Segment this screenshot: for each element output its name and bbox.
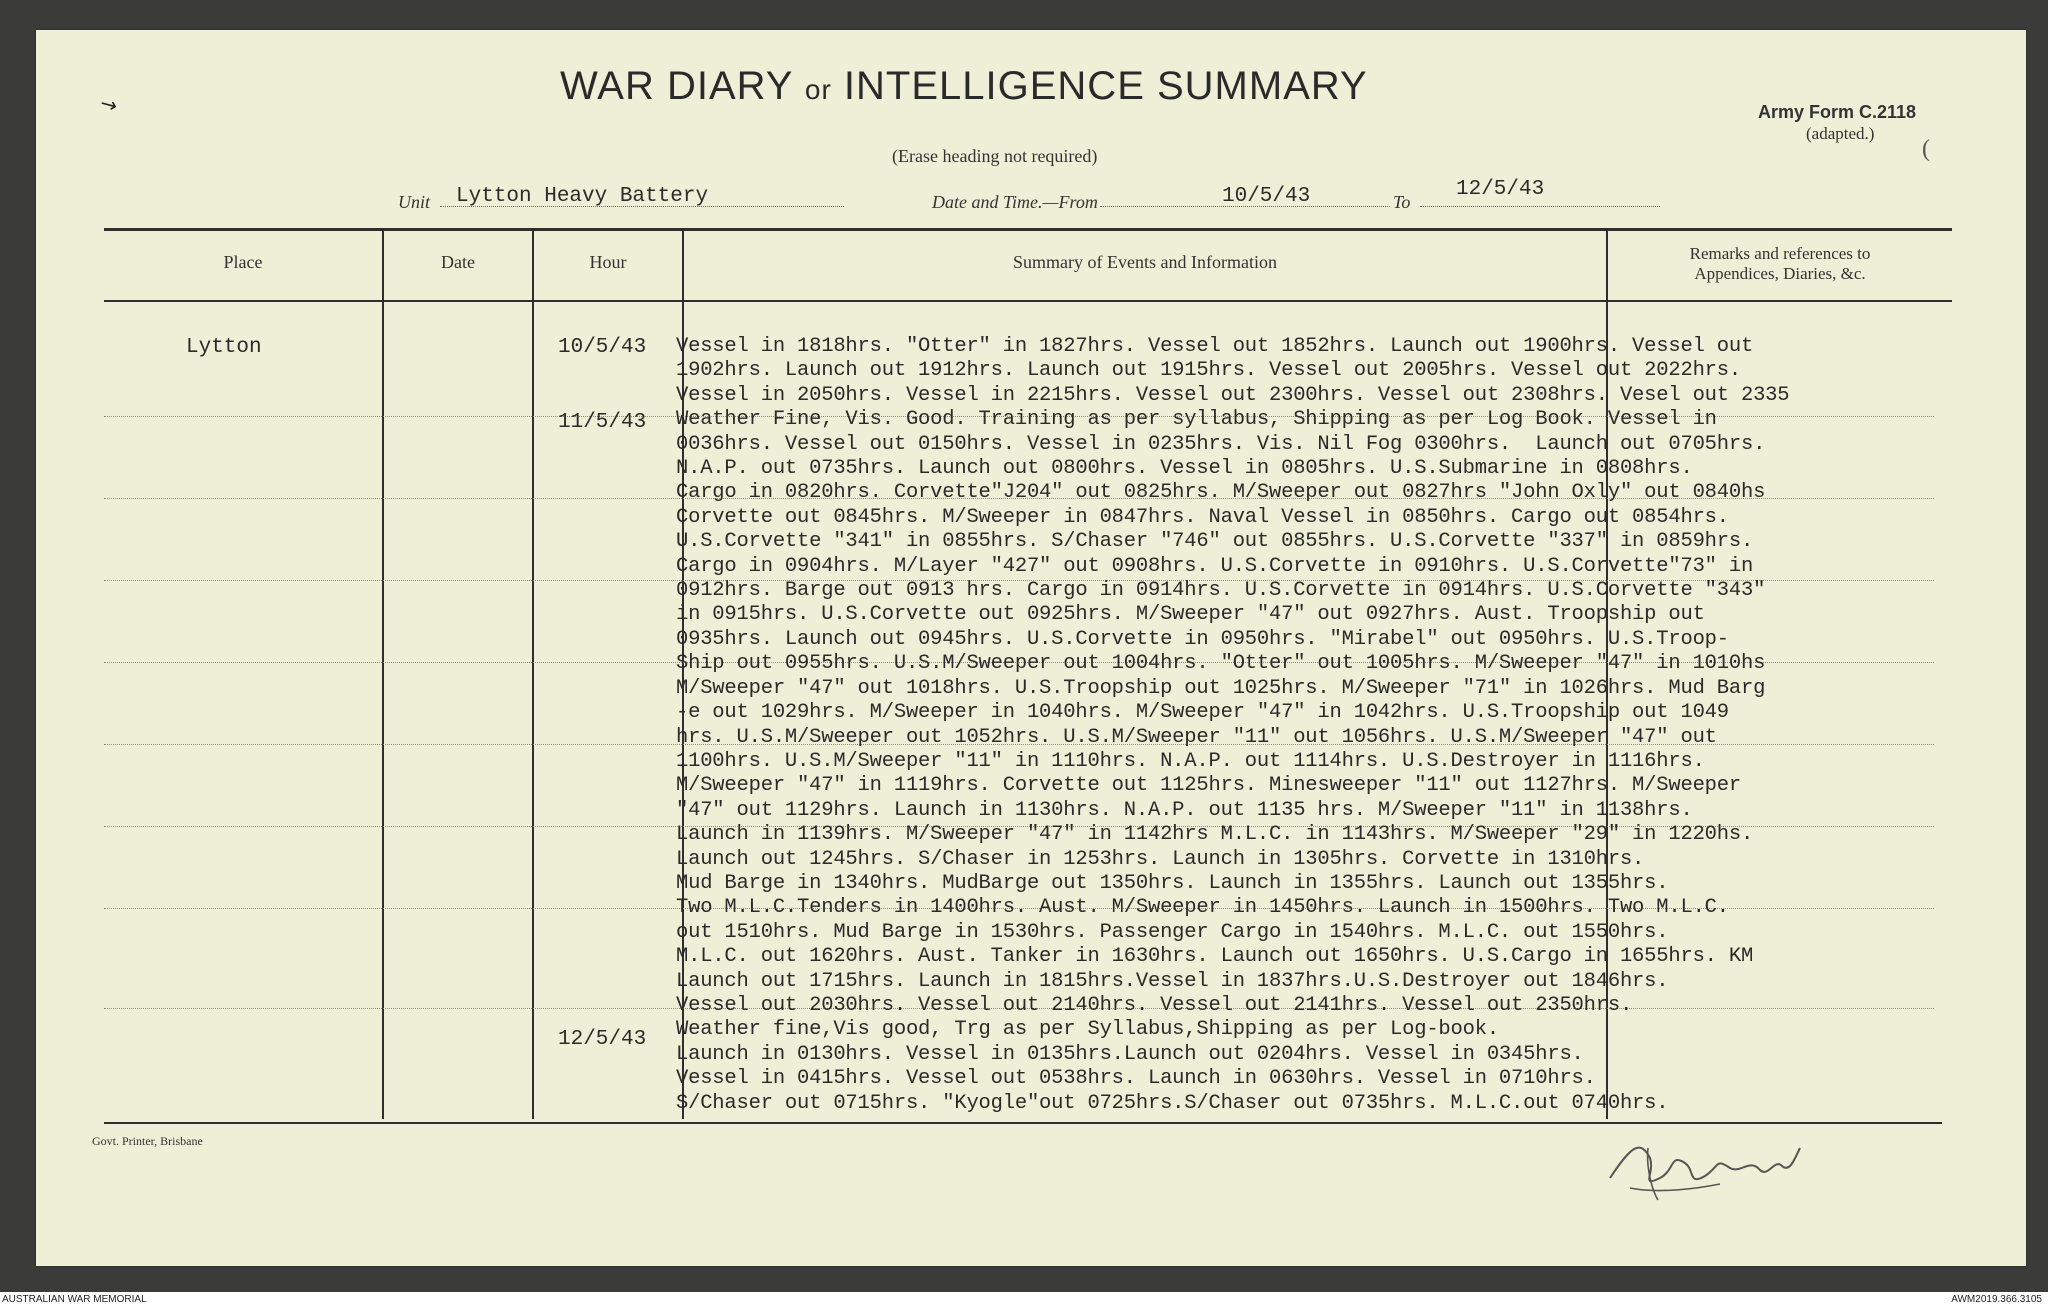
date-cell-1: 10/5/43 (558, 336, 647, 359)
entry-line: 0935hrs. Launch out 0945hrs. U.S.Corvette in 0950hrs. "Mirabel" out 0950hrs. U.S.Troop- (676, 627, 1729, 651)
to-label: To (1393, 192, 1411, 212)
officer-signature (1600, 1128, 1820, 1208)
entry-line: 0036hrs. Vessel out 0150hrs. Vessel in 0235hrs. Vis. Nil Fog 0300hrs. Launch out 0705hrs. (676, 432, 1766, 456)
entry-line: 1902hrs. Launch out 1912hrs. Launch out 1915hrs. Vessel out 2005hrs. Vessel out 2022hrs. (676, 359, 1741, 383)
column-summary: Summary of Events and Information (1013, 252, 1277, 272)
summary-entries (676, 335, 2016, 1116)
column-place: Place (223, 252, 263, 272)
footer-right: AWM2019.366.3105 (1951, 1294, 2042, 1305)
datetime-label: Date and Time.—From (932, 192, 1098, 212)
entry-line: Corvette out 0845hrs. M/Sweeper in 0847hrs. Naval Vessel in 0850hrs. Cargo out 0854hrs. (676, 505, 1729, 529)
army-form-adapted: (adapted.) (1806, 124, 1875, 143)
entry-line: out 1510hrs. Mud Barge in 1530hrs. Passenger Cargo in 1540hrs. M.L.C. out 1550hrs. (676, 920, 1669, 944)
entry-line: Launch out 1715hrs. Launch in 1815hrs.Vessel in 1837hrs.U.S.Destroyer out 1846hrs. (676, 969, 1669, 993)
form-subtitle: (Erase heading not required) (892, 146, 1098, 166)
entry-line: M/Sweeper "47" in 1119hrs. Corvette out 1125hrs. Minesweeper "11" out 1127hrs. M/Sweeper (676, 774, 1741, 798)
date-cell-3: 12/5/43 (558, 1028, 647, 1051)
place-date-divider (382, 229, 384, 1119)
entry-line: M.L.C. out 1620hrs. Aust. Tanker in 1630hrs. Launch out 1650hrs. U.S.Cargo in 1655hrs. KM (676, 945, 1754, 969)
entry-line: Mud Barge in 1340hrs. MudBarge out 1350hrs. Launch in 1355hrs. Launch out 1355hrs. (676, 871, 1669, 895)
unit-value: Lytton Heavy Battery (456, 185, 709, 208)
entry-line: Vessel in 0415hrs. Vessel out 0538hrs. Launch in 0630hrs. Vessel in 0710hrs. (676, 1067, 1596, 1091)
column-remarks-line2: Appendices, Diaries, &c. (1694, 264, 1866, 283)
entry-line: S/Chaser out 0715hrs. "Kyogle"out 0725hrs.S/Chaser out 0735hrs. M.L.C.out 0740hrs. (676, 1091, 1669, 1115)
date-hour-divider (532, 229, 534, 1119)
date-cell-2: 11/5/43 (558, 411, 647, 434)
entry-line: Launch in 1139hrs. M/Sweeper "47" in 1142hrs M.L.C. in 1143hrs. M/Sweeper "29" in 1220hs. (676, 823, 1754, 847)
entry-line: Weather Fine, Vis. Good. Training as per syllabus, Shipping as per Log Book. Vessel in (676, 408, 1717, 432)
entry-line: M/Sweeper "47" out 1018hrs. U.S.Troopship out 1025hrs. M/Sweeper "71" in 1026hrs. Mud Barg (676, 676, 1766, 700)
entry-line: 1100hrs. U.S.M/Sweeper "11" in 1110hrs. N.A.P. out 1114hrs. U.S.Destroyer in 1116hrs. (676, 749, 1705, 773)
from-dotted-line (1100, 206, 1390, 207)
entry-line: Cargo in 0820hrs. Corvette"J204" out 0825hrs. M/Sweeper out 0827hrs "John Oxly" out 0840hs (676, 481, 1766, 505)
entry-line: Vessel in 1818hrs. "Otter" in 1827hrs. Vessel out 1852hrs. Launch out 1900hrs. Vessel out (676, 335, 1754, 358)
entry-line: Cargo in 0904hrs. M/Layer "427" out 0908hrs. U.S.Corvette in 0910hrs. U.S.Corvette"73" in (676, 554, 1754, 578)
printer-imprint: Govt. Printer, Brisbane (92, 1134, 203, 1148)
entry-line: Launch out 1245hrs. S/Chaser in 1253hrs. Launch in 1305hrs. Corvette in 1310hrs. (676, 847, 1645, 871)
footer-left: AUSTRALIAN WAR MEMORIAL (2, 1294, 147, 1305)
entry-line: -e out 1029hrs. M/Sweeper in 1040hrs. M/Sweeper "47" in 1042hrs. U.S.Troopship out 1049 (676, 701, 1729, 725)
from-date-value: 10/5/43 (1222, 185, 1311, 208)
entry-line: Vessel in 2050hrs. Vessel in 2215hrs. Vessel out 2300hrs. Vessel out 2308hrs. Vesel out 2335 (676, 383, 1790, 407)
unit-label: Unit (398, 192, 431, 212)
title-main: WAR DIARY (560, 64, 793, 108)
corner-tick-mark: ↘ (95, 91, 122, 119)
entry-line: 0912hrs. Barge out 0913 hrs. Cargo in 0914hrs. U.S.Corvette in 0914hrs. U.S.Corvette "343" (676, 579, 1766, 603)
title-tail: INTELLIGENCE SUMMARY (843, 64, 1368, 108)
entry-line: hrs. U.S.M/Sweeper out 1052hrs. U.S.M/Sweeper "11" out 1056hrs. U.S.M/Sweeper "47" out (676, 725, 1717, 749)
form-title (560, 64, 1460, 109)
to-dotted-line (1420, 206, 1660, 207)
column-date: Date (441, 252, 475, 272)
entry-line: N.A.P. out 0735hrs. Launch out 0800hrs. Vessel in 0805hrs. U.S.Submarine in 0808hrs. (676, 457, 1693, 481)
to-date-value: 12/5/43 (1456, 178, 1545, 201)
entry-line: Weather fine,Vis good, Trg as per Syllabus,Shipping as per Log-book. (676, 1018, 1499, 1042)
pencil-mark: ( (1922, 136, 1930, 162)
place-cell: Lytton (186, 336, 262, 359)
entry-line: Ship out 0955hrs. U.S.M/Sweeper out 1004hrs. "Otter" out 1005hrs. M/Sweeper "47" in 1010hs (676, 652, 1766, 676)
entry-line: Vessel out 2030hrs. Vessel out 2140hrs. Vessel out 2141hrs. Vessel out 2350hrs. (676, 993, 1633, 1017)
table-bottom-rule (104, 1122, 1942, 1124)
unit-dotted-line (440, 206, 844, 207)
column-hour: Hour (589, 252, 627, 272)
column-remarks-line1: Remarks and references to (1689, 244, 1871, 263)
entry-line: Launch in 0130hrs. Vessel in 0135hrs.Launch out 0204hrs. Vessel in 0345hrs. (676, 1042, 1584, 1066)
archive-footer (0, 1292, 2048, 1308)
title-or: or (804, 74, 832, 105)
entry-line: "47" out 1129hrs. Launch in 1130hrs. N.A.P. out 1135 hrs. M/Sweeper "11" in 1138hrs. (676, 798, 1693, 822)
entry-line: U.S.Corvette "341" in 0855hrs. S/Chaser "746" out 0855hrs. U.S.Corvette "337" in 0859hrs. (676, 530, 1754, 554)
army-form-number: Army Form C.2118 (1758, 102, 1917, 122)
entry-line: in 0915hrs. U.S.Corvette out 0925hrs. M/Sweeper "47" out 0927hrs. Aust. Troopship out (676, 603, 1705, 627)
entry-line: Two M.L.C.Tenders in 1400hrs. Aust. M/Sweeper in 1450hrs. Launch in 1500hrs. Two M.L.C. (676, 896, 1729, 920)
